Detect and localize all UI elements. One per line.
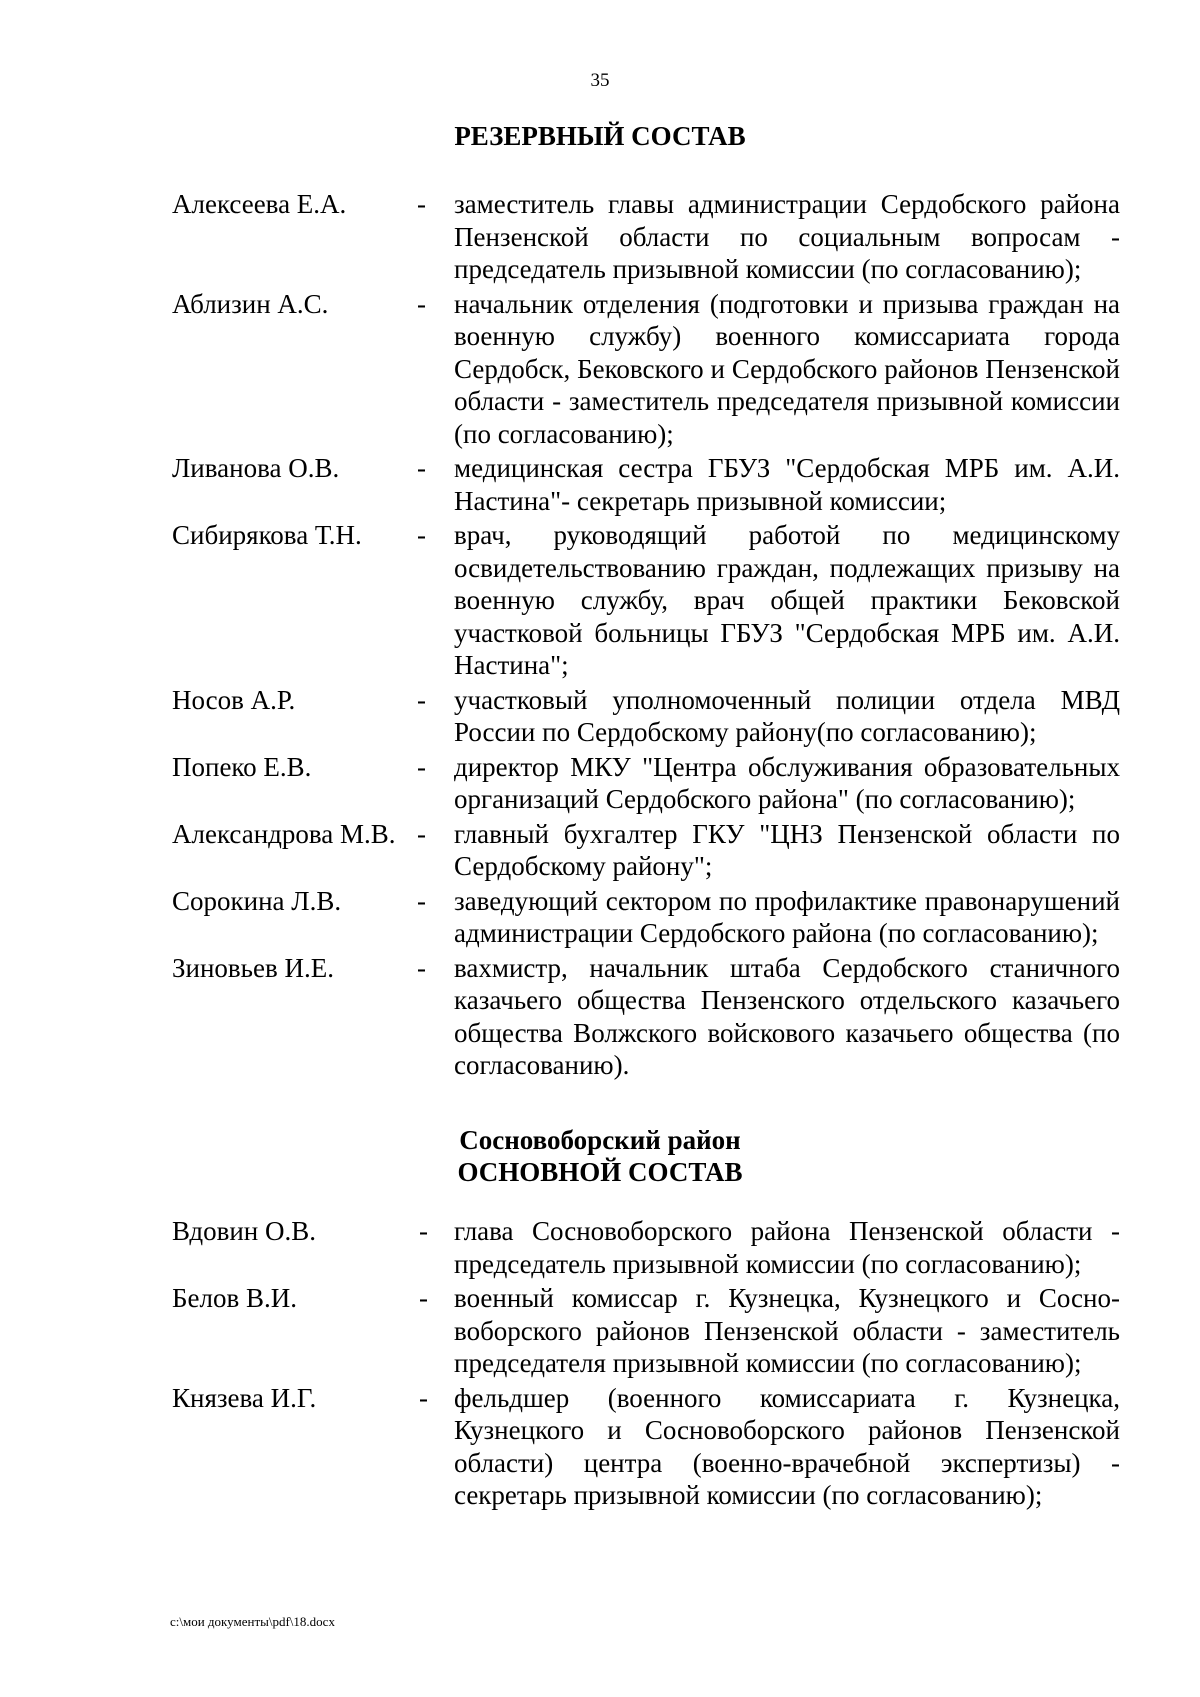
member-dash: -: [417, 288, 426, 319]
member-entry: [172, 1215, 1120, 1280]
section-title-main: ОСНОВНОЙ СОСТАВ: [457, 1157, 743, 1187]
member-entry: [172, 288, 1120, 451]
member-name: Князева И.Г.: [172, 1382, 317, 1413]
member-entry: [172, 684, 1120, 749]
member-position: директор МКУ "Центра обслуживания образовательных организаций Сердобского района" (по согласованию);: [454, 751, 1120, 814]
member-position: заместитель главы администрации Сердобского района Пензенской области по социальным вопросам - председатель призывной комиссии (по согласованию);: [454, 189, 1120, 284]
member-dash: -: [417, 751, 426, 782]
member-position: медицинская сестра ГБУЗ "Сердобская МРБ им. А.И. Настина"- секретарь призывной комиссии;: [454, 453, 1120, 516]
member-name: Сибирякова Т.Н.: [172, 520, 362, 550]
member-name: Алексеева Е.А.: [172, 189, 347, 219]
member-entry: [172, 751, 1120, 816]
member-position: врач, руководящий работой по медицинскому освидетельствованию граждан, подлежащих призыву на военную службу, врач общей практики Бековской участковой больницы ГБУЗ "Сердобская МРБ им. А.И. Настина";: [454, 520, 1120, 680]
member-position: фельдшер (военного комиссариата г. Кузнецка, Кузнецкого и Сосновоборского районов Пензенской области) центра (военно-врачебной экспертизы) - секретарь призывной комиссии (по согласованию);: [454, 1382, 1120, 1510]
member-dash: -: [417, 952, 426, 983]
member-dash: -: [419, 1283, 428, 1313]
member-entry: [172, 1282, 1120, 1380]
member-name: Зиновьев И.Е.: [172, 952, 334, 983]
member-position: участковый уполномоченный полиции отдела МВД России по Сердобскому району(по согласованию);: [454, 684, 1120, 747]
member-name: Белов В.И.: [172, 1283, 297, 1313]
member-dash: -: [419, 1382, 428, 1413]
member-position: заведующий сектором по профилактике правонарушений администрации Сердобского района (по согласованию);: [454, 885, 1120, 948]
member-dash: -: [417, 189, 426, 219]
member-entry: [172, 885, 1120, 950]
member-position: вахмистр, начальник штаба Сердобского станичного казачьего общества Пензенского отдельского казачьего общества Волжского войскового казачьего общества (по согласованию).: [454, 952, 1120, 1080]
member-dash: -: [417, 818, 426, 849]
member-entry: [172, 952, 1120, 1082]
page-number: 35: [590, 70, 610, 91]
member-name: Александрова М.В.: [172, 818, 396, 849]
member-position: глава Сосновоборского района Пензенской области - председатель призывной комиссии (по согласованию);: [454, 1216, 1120, 1279]
district-title: Сосновоборский район: [459, 1125, 741, 1155]
member-name: Ливанова О.В.: [172, 453, 340, 483]
member-entry: [172, 519, 1120, 682]
reserve-members-list: [172, 188, 1120, 1084]
member-dash: -: [417, 885, 426, 916]
section-title-reserve: РЕЗЕРВНЫЙ СОСТАВ: [454, 121, 746, 151]
member-position: главный бухгалтер ГКУ "ЦНЗ Пензенской области по Сердобскому району";: [454, 818, 1120, 881]
member-position: начальник отделения (подготовки и призыва граждан на военную службу) военного комиссариата города Сердобск, Бековского и Сердобского районов Пензенской области - заместитель председателя призывной комиссии (по согласованию);: [454, 288, 1120, 449]
member-dash: -: [417, 520, 426, 550]
member-name: Носов А.Р.: [172, 684, 296, 715]
main-members-list: [172, 1215, 1120, 1514]
member-entry: [172, 452, 1120, 517]
member-name: Вдовин О.В.: [172, 1216, 316, 1246]
footer-file-path: c:\мои документы\pdf\18.docx: [170, 1614, 335, 1629]
member-dash: -: [417, 684, 426, 715]
member-entry: [172, 818, 1120, 883]
member-dash: -: [419, 1216, 428, 1246]
member-position: военный комиссар г. Кузнецка, Кузнецкого и Сосновоборского районов Пензенской области - заместитель председателя призывной комиссии (по согласованию);: [454, 1283, 1120, 1378]
member-name: Сорокина Л.В.: [172, 885, 342, 916]
member-name: Попеко Е.В.: [172, 751, 312, 782]
member-entry: [172, 188, 1120, 286]
member-name: Аблизин А.С.: [172, 288, 329, 319]
member-dash: -: [417, 453, 426, 483]
member-entry: [172, 1382, 1120, 1512]
